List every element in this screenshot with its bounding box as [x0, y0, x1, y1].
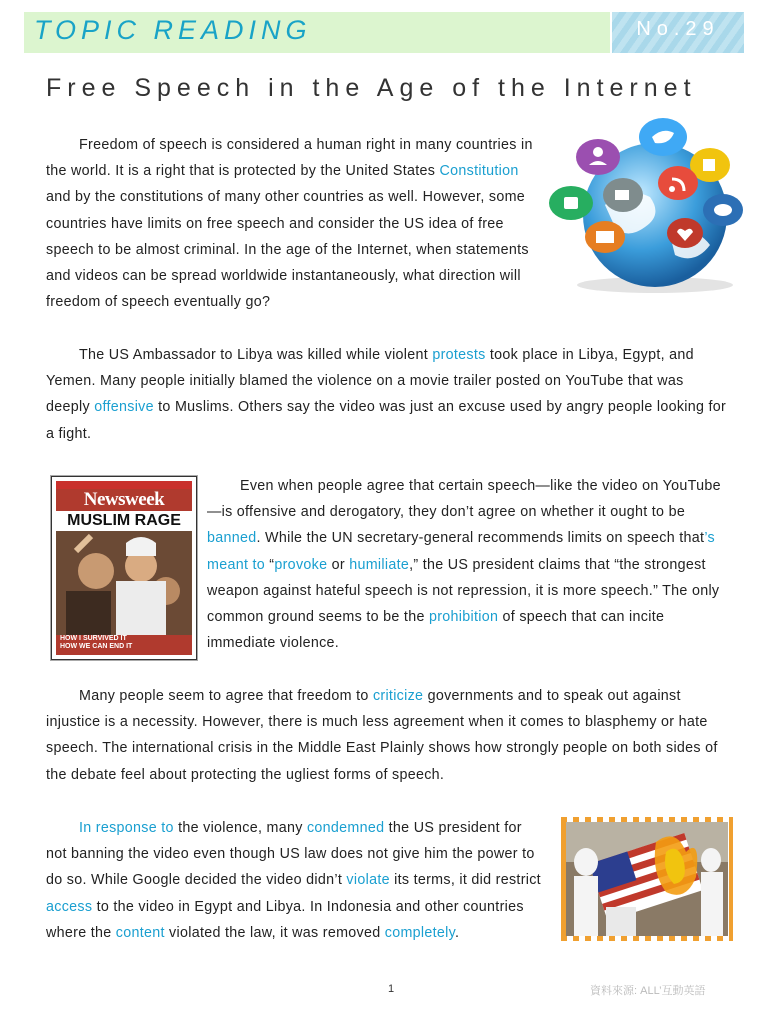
paragraph-3 — [207, 473, 727, 656]
protest-crowd-photo — [56, 531, 192, 635]
vocab-humiliate: humiliate — [349, 556, 410, 573]
vocab-protests: protests — [432, 347, 486, 363]
paragraph-1-text-cont: and by the constitutions of many other countries as well. However, some countries have limits on free speech and consider the US idea of free speech to be almost criminal. In the age of the Internet, when statements and videos can be spread worldwide instantaneously, what direction will freedom of speech eventually go? — [46, 189, 529, 311]
cover-line-2: HOW WE CAN END IT — [60, 643, 133, 650]
heart-bubble-icon — [667, 218, 703, 248]
chat-bubble-icon — [703, 194, 743, 226]
camera-bubble-icon — [603, 178, 643, 212]
paragraph-2-text-end: to Muslims. Others say the video was just an excuse used by angry people looking for a fight. — [46, 399, 727, 442]
mail-bubble-icon — [585, 221, 625, 253]
paragraph-2-text-cont: took place in Libya, Egypt, and Yemen. Many people initially blamed the violence on a movie trailer posted on YouTube that was deeply — [46, 347, 694, 416]
paragraph-1 — [46, 132, 534, 315]
paragraph-5-text: the violence, many — [173, 820, 307, 836]
twitter-bubble-icon — [639, 118, 687, 156]
vocab-condemned: condemned — [306, 820, 385, 836]
source-note: 資料來源: ALL’互動英語 — [590, 985, 706, 997]
magazine-headline: MUSLIM RAGE — [56, 511, 192, 531]
paragraph-3-text-cont: . While the UN secretary-general recommends limits on speech that — [256, 530, 705, 547]
phone-bubble-icon — [549, 186, 593, 220]
vocab-prohibition: prohibition — [428, 609, 499, 626]
paragraph-5-text-mid2: to the video in Egypt and Libya. In Indonesia and other countries where the — [46, 898, 524, 941]
vocab-in-response-to: In response to — [79, 820, 174, 836]
social-media-globe-illustration — [545, 115, 745, 295]
magazine-masthead: Newsweek — [83, 489, 165, 510]
header-title: TOPIC READING — [34, 15, 312, 45]
paragraph-4 — [46, 683, 728, 788]
vocab-constitution: Constitution — [439, 163, 519, 180]
issue-number: No.29 — [636, 18, 720, 40]
vocab-offensive: offensive — [94, 399, 154, 416]
vocab-criticize: criticize — [372, 688, 424, 704]
paragraph-5-text-end: . — [455, 924, 460, 941]
issue-badge — [612, 12, 744, 53]
user-bubble-icon — [576, 139, 620, 175]
paragraph-3-text-end: of speech that can incite immediate violence. — [207, 609, 665, 652]
article-title: Free Speech in the Age of the Internet — [46, 74, 697, 102]
vocab-content: content — [115, 924, 165, 941]
paragraph-3-quote-open: “ — [265, 556, 275, 573]
paragraph-3-text-mid: ,” the US president claims that “the strongest weapon against hateful speech is not repression, it is more speech.” The only common ground seems to be the — [207, 556, 720, 626]
paragraph-5-text-mid: its terms, it did restrict — [389, 872, 541, 889]
vocab-completely: completely — [384, 924, 456, 941]
paragraph-3-text: Even when people agree that certain speech—like the video on YouTube—is offensive and derogatory, they don’t agree on whether it ought to be — [207, 478, 721, 521]
vocab-access: access — [46, 898, 93, 915]
paragraph-1-text: Freedom of speech is considered a human right in many countries in the world. It is a right that is protected by the United States — [46, 137, 533, 180]
flag-burning-photo — [566, 822, 728, 936]
paragraph-2-text: The US Ambassador to Libya was killed while violent — [79, 347, 433, 363]
flag-burning-photo-frame — [561, 817, 733, 941]
paragraph-4-text-cont: governments and to speak out against injustice is a necessity. However, there is much less agreement when it comes to blasphemy or hate speech. The international crisis in the Middle East Plainly shows how strongly people on both sides of the debate feel about protecting the ugliest forms of speech. — [46, 688, 718, 783]
paragraph-4-text: Many people seem to agree that freedom to — [79, 688, 373, 704]
paragraph-5-text-mid3: violated the law, it was removed — [164, 924, 385, 941]
newsweek-cover-image — [51, 476, 197, 660]
rss-bubble-icon — [658, 166, 698, 200]
paragraph-5 — [46, 815, 546, 946]
vocab-violate: violate — [346, 872, 390, 889]
vocab-provoke: provoke — [274, 556, 328, 573]
vocab-meant-to: ’s meant to — [207, 530, 715, 573]
paragraph-5-text-cont: the US president for not banning the video even though US law does not give him the power to do so. While Google decided the video didn’t — [46, 820, 535, 889]
page-number: 1 — [388, 983, 395, 995]
paragraph-2 — [46, 342, 728, 447]
paragraph-3-or: or — [327, 556, 350, 573]
vocab-banned: banned — [207, 530, 257, 547]
cover-line-1: HOW I SURVIVED IT — [60, 635, 127, 642]
